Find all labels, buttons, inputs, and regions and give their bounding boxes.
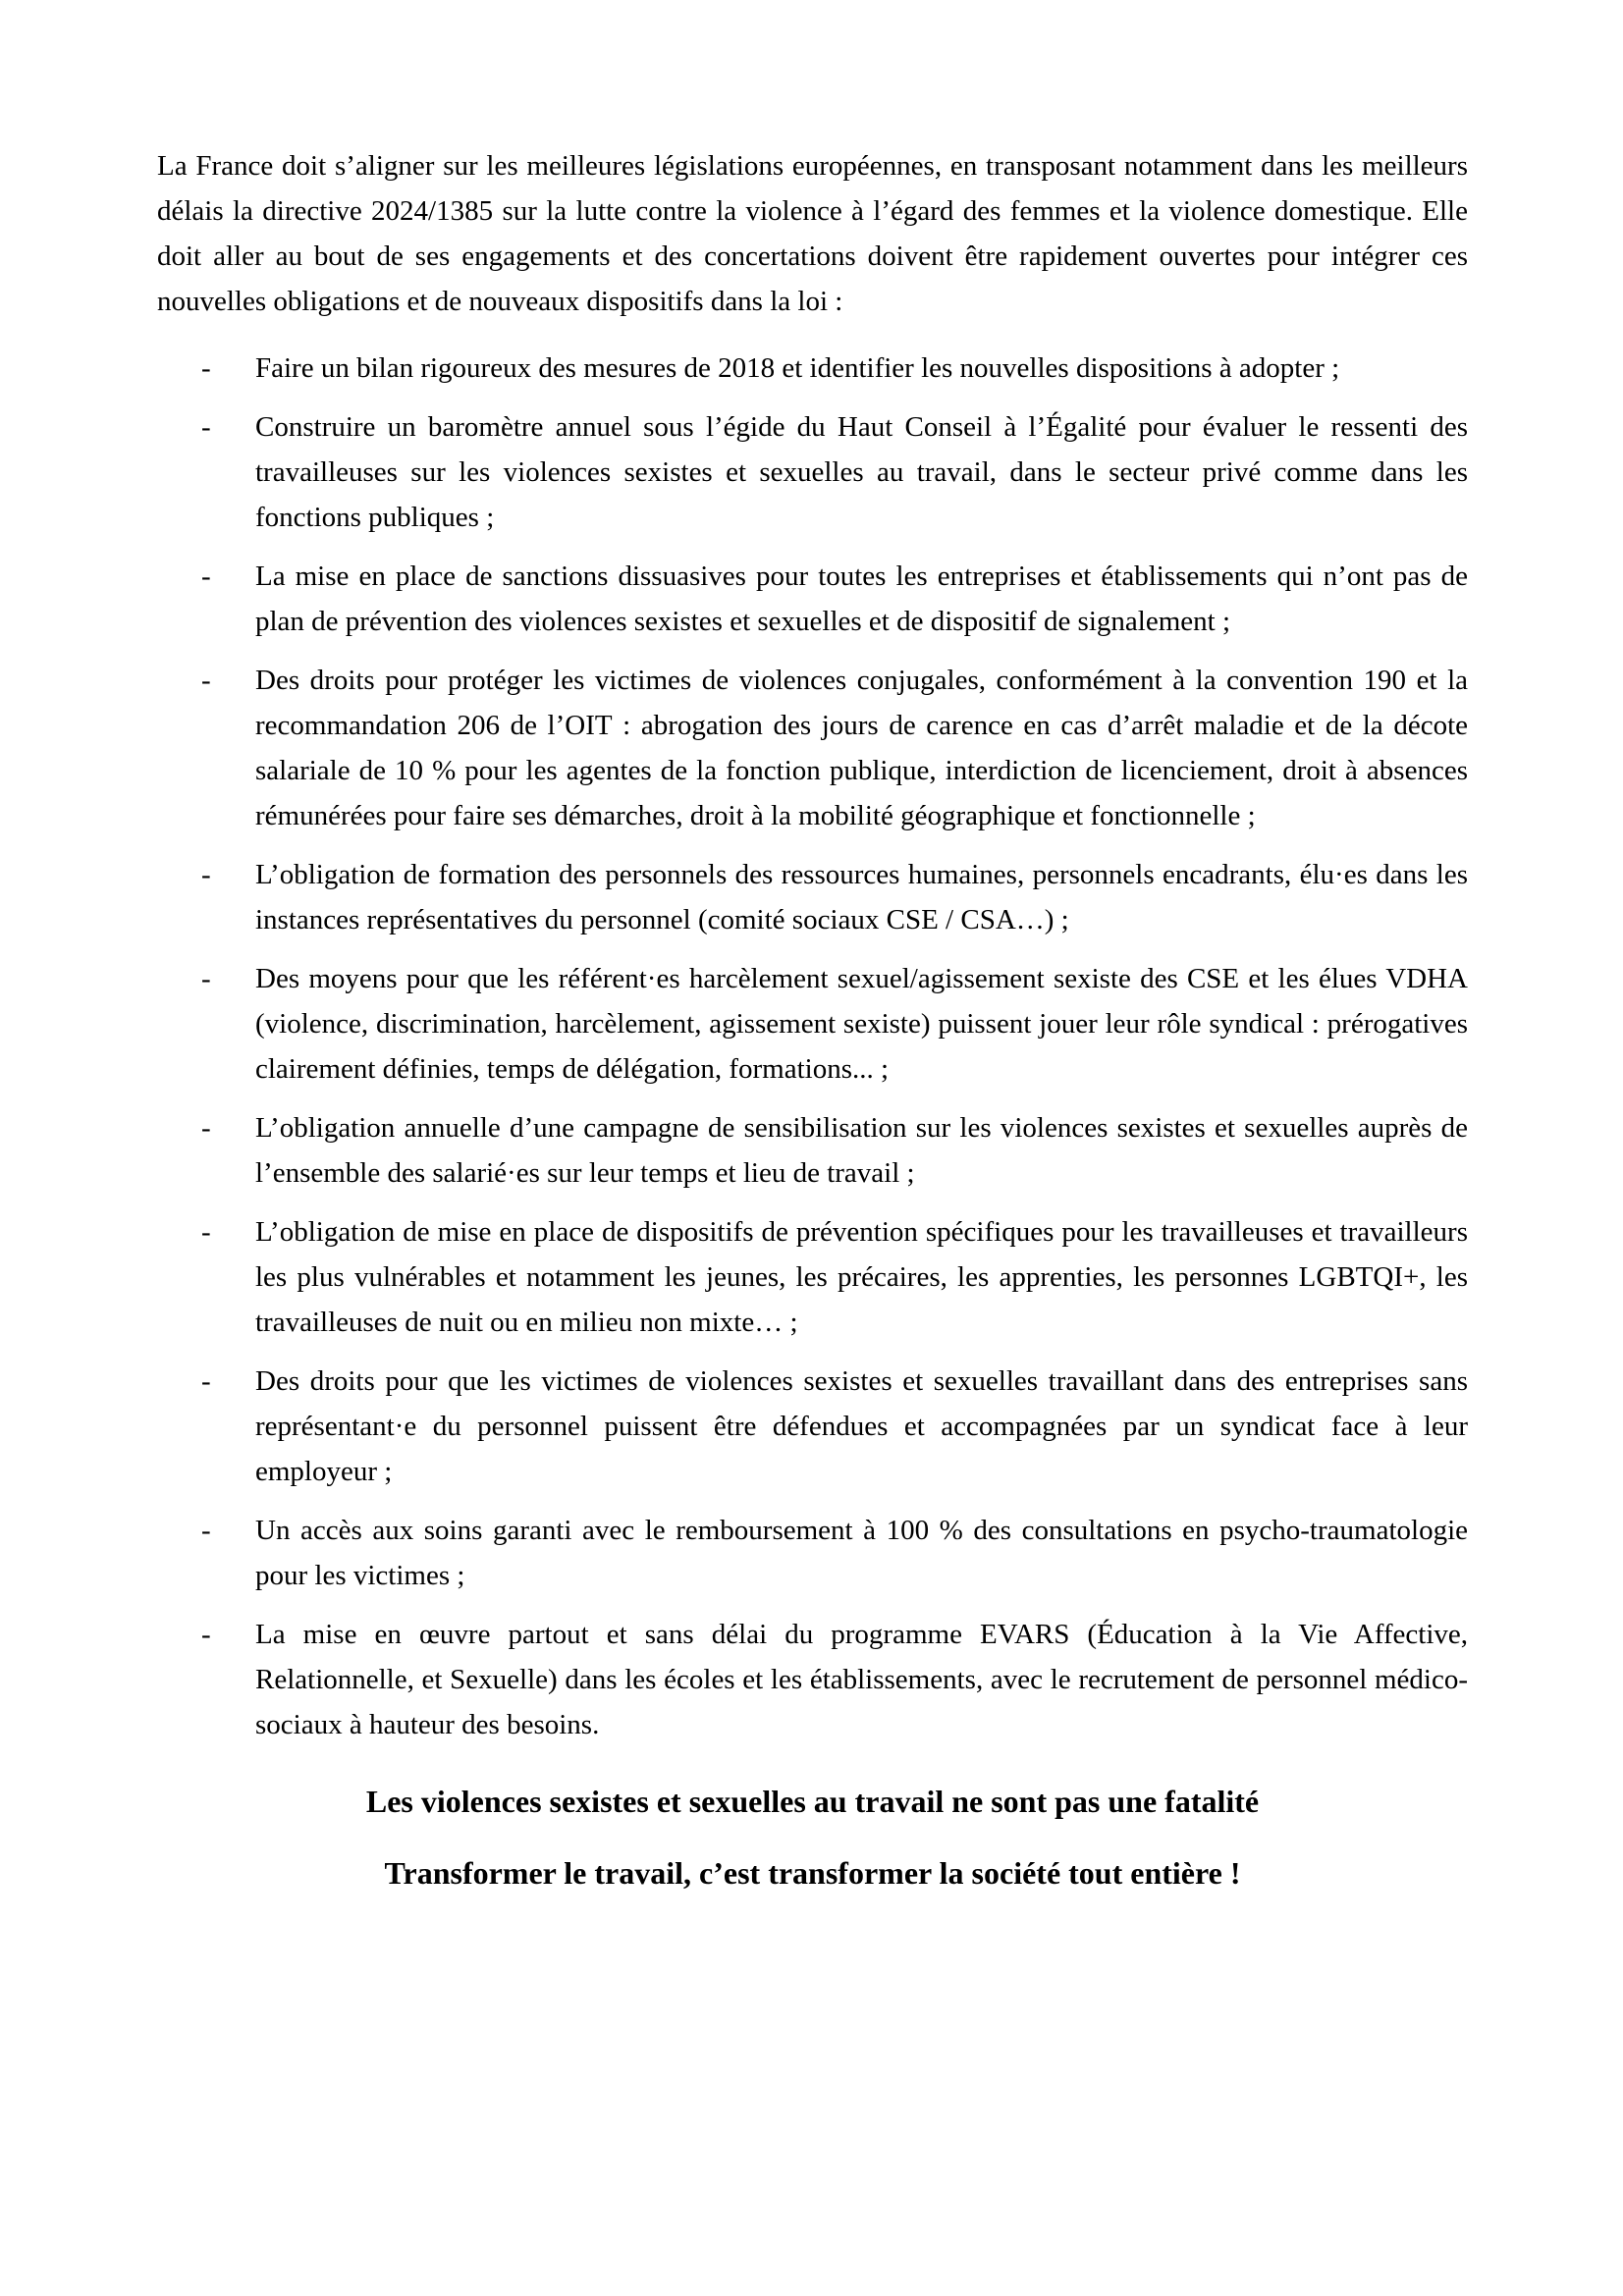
bullet-dash: - — [201, 561, 211, 592]
list-item — [157, 852, 1468, 942]
bullet-dash: - — [201, 665, 211, 696]
list-item — [157, 1359, 1468, 1494]
list-item — [157, 1209, 1468, 1345]
list-item-text: La mise en place de sanctions dissuasives pour toutes les entreprises et établissements qui n’ont pas de plan de prévention des violences sexistes et sexuelles et de dispositif de signalement ; — [255, 561, 1468, 637]
list-item-text: Des droits pour que les victimes de violences sexistes et sexuelles travaillant dans des entreprises sans représentant·e du personnel puissent être défendues et accompagnées par un syndicat face à leur employeur ; — [255, 1365, 1468, 1487]
list-item — [157, 554, 1468, 644]
bullet-dash: - — [201, 352, 211, 384]
list-item — [157, 1105, 1468, 1196]
list-item-text: L’obligation de formation des personnels des ressources humaines, personnels encadrants, élu·es dans les instances représentatives du personnel (comité sociaux CSE / CSA…) ; — [255, 859, 1468, 935]
list-item-text: Un accès aux soins garanti avec le remboursement à 100 % des consultations en psycho-traumatologie pour les victimes ; — [255, 1515, 1468, 1591]
list-item-text: L’obligation de mise en place de dispositifs de prévention spécifiques pour les travailleuses et travailleurs les plus vulnérables et notamment les jeunes, les précaires, les apprenties, les personnes LGBTQI+, les travailleuses de nuit ou en milieu non mixte… ; — [255, 1216, 1468, 1338]
closing-statement-1: Les violences sexistes et sexuelles au travail ne sont pas une fatalité — [365, 1784, 1260, 1819]
list-item-text: Faire un bilan rigoureux des mesures de 2018 et identifier les nouvelles dispositions à adopter ; — [255, 352, 1340, 384]
bullet-dash: - — [201, 859, 211, 890]
list-item — [157, 1508, 1468, 1598]
bullet-dash: - — [201, 1365, 211, 1397]
bullet-dash: - — [201, 963, 211, 994]
closing-statement-2: Transformer le travail, c’est transformer la société tout entière ! — [384, 1855, 1241, 1891]
list-item — [157, 404, 1468, 540]
list-item — [157, 1612, 1468, 1747]
demands-list — [157, 346, 1468, 1747]
list-item-text: L’obligation annuelle d’une campagne de sensibilisation sur les violences sexistes et sexuelles auprès de l’ensemble des salarié·es sur leur temps et lieu de travail ; — [255, 1112, 1468, 1189]
list-item — [157, 956, 1468, 1092]
list-item-text: Des droits pour protéger les victimes de violences conjugales, conformément à la convention 190 et la recommandation 206 de l’OIT : abrogation des jours de carence en cas d’arrêt maladie et de la décote salariale de 10 % pour les agentes de la fonction publique, interdiction de licenciement, droit à absences rémunérées pour faire ses démarches, droit à la mobilité géographique et fonctionnelle ; — [255, 665, 1468, 831]
list-item-text: Des moyens pour que les référent·es harcèlement sexuel/agissement sexiste des CSE et les élues VDHA (violence, discrimination, harcèlement, agissement sexiste) puissent jouer leur rôle syndical : prérogatives clairement définies, temps de délégation, formations... ; — [255, 963, 1468, 1085]
bullet-dash: - — [201, 1112, 211, 1144]
bullet-dash: - — [201, 1216, 211, 1248]
list-item — [157, 346, 1468, 391]
list-item-text: Construire un baromètre annuel sous l’égide du Haut Conseil à l’Égalité pour évaluer le ressenti des travailleuses sur les violences sexistes et sexuelles au travail, dans le secteur privé comme dans les fonctions publiques ; — [255, 411, 1468, 533]
list-item — [157, 658, 1468, 838]
intro-paragraph: La France doit s’aligner sur les meilleures législations européennes, en transposant notamment dans les meilleurs délais la directive 2024/1385 sur la lutte contre la violence à l’égard des femmes et la violence domestique. Elle doit aller au bout de ses engagements et des concertations doivent être rapidement ouvertes pour intégrer ces nouvelles obligations et de nouveaux dispositifs dans la loi : — [157, 150, 1468, 317]
bullet-dash: - — [201, 1619, 211, 1650]
bullet-dash: - — [201, 1515, 211, 1546]
list-item-text: La mise en œuvre partout et sans délai du programme EVARS (Éducation à la Vie Affective, Relationnelle, et Sexuelle) dans les écoles et les établissements, avec le recrutement de personnel médico-sociaux à hauteur des besoins. — [255, 1619, 1468, 1740]
bullet-dash: - — [201, 411, 211, 443]
